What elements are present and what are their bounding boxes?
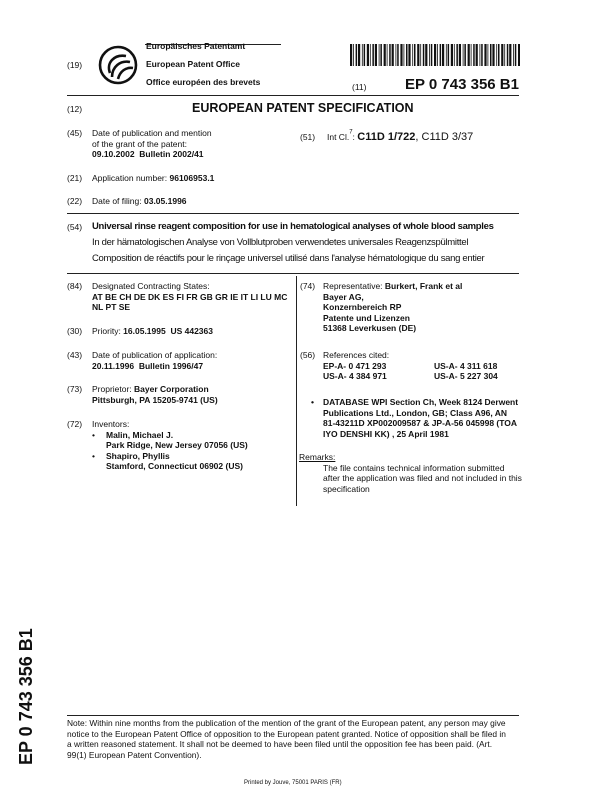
application-label: Application number:	[92, 173, 170, 183]
states-block	[92, 281, 287, 313]
references-block	[323, 350, 523, 382]
filing-date	[92, 196, 187, 207]
barcode-bar	[515, 44, 517, 66]
barcode-bar	[375, 44, 377, 66]
title-bottom-rule	[67, 273, 519, 274]
remarks-label: Remarks:	[299, 452, 336, 462]
int-cl-sep: :	[352, 132, 358, 142]
barcode-bar	[387, 44, 388, 66]
inventor-name: Malin, Michael J.	[106, 429, 174, 440]
remarks-block	[299, 452, 522, 494]
inventor-address: Stamford, Connecticut 06902 (US)	[106, 461, 243, 471]
barcode-bar	[501, 44, 503, 66]
code-30: (30)	[67, 326, 83, 336]
barcode-bar	[490, 44, 492, 66]
code-56: (56)	[300, 350, 316, 360]
int-cl	[327, 127, 473, 145]
barcode-bar	[350, 44, 352, 66]
code-21: (21)	[67, 173, 83, 183]
note-line: a written reasoned statement. It shall not be deemed to have been filed until the opposition fee has been paid. (Art.	[67, 739, 493, 749]
title-top-rule	[67, 213, 519, 214]
barcode-bar	[400, 44, 402, 66]
barcode-bar	[423, 44, 425, 66]
application-value: 96106953.1	[169, 173, 215, 183]
column-divider	[296, 276, 297, 506]
title-fr: Composition de réactifs pour le rinçage universel utilisé dans l'analyse hématologique du sang entier	[92, 253, 485, 264]
code-84: (84)	[67, 281, 83, 291]
code-45: (45)	[67, 128, 83, 138]
publication-app-label: Date of publication of application:	[92, 350, 218, 360]
representative-block	[323, 281, 462, 334]
barcode-bar	[464, 44, 466, 66]
title-en: Universal rinse reagent composition for use in hematological analyses of whole blood samples	[92, 221, 494, 232]
priority-label: Priority:	[92, 326, 124, 336]
barcode-bar	[397, 44, 399, 66]
barcode-bar	[406, 44, 408, 66]
publication-app-bulletin: Bulletin 1996/47	[138, 360, 204, 371]
code-12: (12)	[67, 104, 83, 114]
proprietor-name: Bayer Corporation	[134, 384, 209, 394]
note-line: Note: Within nine months from the publication of the mention of the grant of the European patent, any person may give	[67, 718, 506, 728]
inventor-bullet: •	[92, 450, 95, 461]
barcode-bar	[513, 44, 514, 66]
publication-app-block	[92, 350, 217, 371]
representative-line: Burkert, Frank et al	[384, 281, 463, 291]
publication-app-date: 20.11.1996	[92, 360, 135, 371]
barcode-bar	[384, 44, 386, 66]
barcode-bar	[372, 44, 374, 66]
barcode-bar	[364, 44, 366, 66]
barcode-bar	[437, 44, 438, 66]
barcode-bar	[404, 44, 405, 66]
code-73: (73)	[67, 384, 83, 394]
database-line: 81-43211D XP002009587 & JP-A-56 045998 (TOA	[323, 418, 518, 428]
barcode-bar	[471, 44, 472, 66]
barcode-bar	[362, 44, 363, 66]
remarks-line: The file contains technical information submitted	[323, 462, 505, 473]
barcode-bar	[509, 44, 511, 66]
representative-label: Representative:	[323, 281, 385, 291]
note-top-rule	[67, 715, 519, 716]
proprietor-address: Pittsburgh, PA 15205-9741 (US)	[92, 394, 218, 405]
header-rule	[67, 95, 519, 96]
database-line: DATABASE WPI Section Ch, Week 8124 Derwent	[323, 397, 519, 407]
grant-bulletin: Bulletin 2002/41	[139, 149, 204, 159]
barcode-bar	[408, 44, 410, 66]
states-label: Designated Contracting States:	[92, 281, 210, 291]
grant-block	[92, 128, 212, 160]
representative-line: Bayer AG,	[323, 291, 364, 302]
barcode-bar	[414, 44, 416, 66]
barcode-bar	[412, 44, 413, 66]
representative-line: 51368 Leverkusen (DE)	[323, 323, 417, 333]
barcode-bar	[459, 44, 461, 66]
proprietor-label: Proprietor:	[92, 384, 135, 394]
side-publication-number: EP 0 743 356 B1	[16, 628, 36, 765]
inventor-item	[92, 451, 248, 472]
code-72: (72)	[67, 419, 83, 429]
barcode-bar	[358, 44, 360, 66]
barcode-bar	[507, 44, 509, 66]
code-11: (11)	[352, 82, 367, 92]
note-line: notice to the European Patent Office of opposition to the European patent granted. Notice of opposition shall be filed in	[67, 728, 506, 739]
code-22: (22)	[67, 196, 83, 206]
representative-line: Patente und Lizenzen	[323, 312, 410, 323]
barcode-bar	[379, 44, 380, 66]
code-54: (54)	[67, 222, 83, 232]
int-cl-label: Int Cl.	[327, 132, 350, 142]
database-bullet: •	[311, 397, 314, 407]
epo-logo-icon	[98, 45, 138, 85]
barcode-bar	[380, 44, 382, 66]
representative-line: Konzernbereich RP	[323, 302, 402, 312]
barcode-bar	[442, 44, 444, 66]
barcode-bar	[431, 44, 433, 66]
barcode-bar	[392, 44, 394, 66]
barcode-bar	[463, 44, 464, 66]
inventor-bullet: •	[92, 429, 95, 440]
database-line: IYO DENSHI KK) , 25 April 1981	[323, 428, 449, 439]
reference-a: US-A- 4 384 971	[323, 371, 387, 381]
barcode-bar	[468, 44, 470, 66]
office-name-de: Europäisches Patentamt	[146, 41, 246, 51]
code-74: (74)	[300, 281, 316, 291]
filing-label: Date of filing:	[92, 196, 144, 206]
barcode-bar	[420, 44, 421, 66]
document-type: EUROPEAN PATENT SPECIFICATION	[192, 101, 414, 115]
inventors-block	[92, 419, 248, 472]
reference-b: US-A- 4 311 618	[434, 360, 498, 371]
barcode-bar	[353, 44, 354, 66]
office-name-en: European Patent Office	[146, 59, 240, 69]
barcode-bar	[429, 44, 430, 66]
barcode-bar	[370, 44, 371, 66]
remarks-line: after the application was filed and not included in this	[323, 473, 522, 483]
barcode-bar	[504, 44, 505, 66]
barcode-bar	[496, 44, 497, 66]
remarks-line: specification	[323, 483, 370, 494]
printer-line: Printed by Jouve, 75001 PARIS (FR)	[244, 780, 342, 786]
int-cl-main: C11D 1/722	[357, 131, 416, 143]
barcode-bar	[498, 44, 500, 66]
int-cl-sup: 7	[349, 129, 353, 136]
barcode	[350, 44, 520, 66]
priority-country: US 442363	[170, 326, 213, 336]
application-number	[92, 173, 214, 184]
int-cl-rest: , C11D 3/37	[415, 131, 474, 143]
references-label: References cited:	[323, 350, 390, 360]
states-line-2: NL PT SE	[92, 302, 131, 312]
states-line-1: AT BE CH DE DK ES FI FR GB GR IE IT LI LU MC	[92, 291, 288, 302]
office-name-fr: Office européen des brevets	[146, 77, 261, 87]
title-block	[92, 219, 494, 267]
barcode-bar	[488, 44, 489, 66]
proprietor-block	[92, 384, 218, 405]
database-reference	[311, 397, 518, 439]
barcode-bar	[389, 44, 391, 66]
barcode-bar	[481, 44, 483, 66]
grant-label-1: Date of publication and mention	[92, 128, 212, 138]
inventor-address: Park Ridge, New Jersey 07056 (US)	[106, 440, 248, 450]
grant-label-2: of the grant of the patent:	[92, 138, 187, 149]
title-de: In der hämatologischen Analyse von Vollblutproben verwendetes universales Reagenzspülmittel	[92, 237, 469, 248]
barcode-bar	[396, 44, 397, 66]
barcode-bar	[367, 44, 369, 66]
database-line: Publications Ltd., London, GB; Class A96, AN	[323, 407, 508, 418]
barcode-bar	[492, 44, 494, 66]
reference-a: EP-A- 0 471 293	[323, 360, 387, 371]
barcode-bar	[456, 44, 458, 66]
inventors-label: Inventors:	[92, 419, 130, 429]
note-line: 99(1) European Patent Convention).	[67, 749, 202, 760]
barcode-bar	[425, 44, 427, 66]
inventor-name: Shapiro, Phyllis	[106, 450, 170, 461]
barcode-bar	[434, 44, 436, 66]
filing-value: 03.05.1996	[143, 196, 187, 206]
code-43: (43)	[67, 350, 83, 360]
opposition-note	[67, 718, 506, 760]
barcode-bar	[484, 44, 486, 66]
inventor-item	[92, 430, 248, 451]
priority	[92, 326, 213, 337]
reference-row	[323, 371, 523, 382]
barcode-bar	[473, 44, 475, 66]
barcode-bar	[518, 44, 520, 66]
grant-date: 09.10.2002	[92, 149, 135, 159]
barcode-bar	[356, 44, 358, 66]
reference-b: US-A- 5 227 304	[434, 371, 498, 381]
reference-row	[323, 361, 523, 372]
barcode-bar	[454, 44, 455, 66]
barcode-bar	[417, 44, 419, 66]
barcode-bar	[480, 44, 481, 66]
barcode-bar	[446, 44, 447, 66]
code-51: (51)	[300, 132, 316, 142]
barcode-bar	[451, 44, 453, 66]
barcode-bar	[476, 44, 478, 66]
code-19: (19)	[67, 60, 83, 70]
priority-date: 16.05.1995	[123, 326, 166, 336]
barcode-bar	[448, 44, 450, 66]
barcode-bar	[440, 44, 442, 66]
publication-number: EP 0 743 356 B1	[405, 76, 519, 93]
